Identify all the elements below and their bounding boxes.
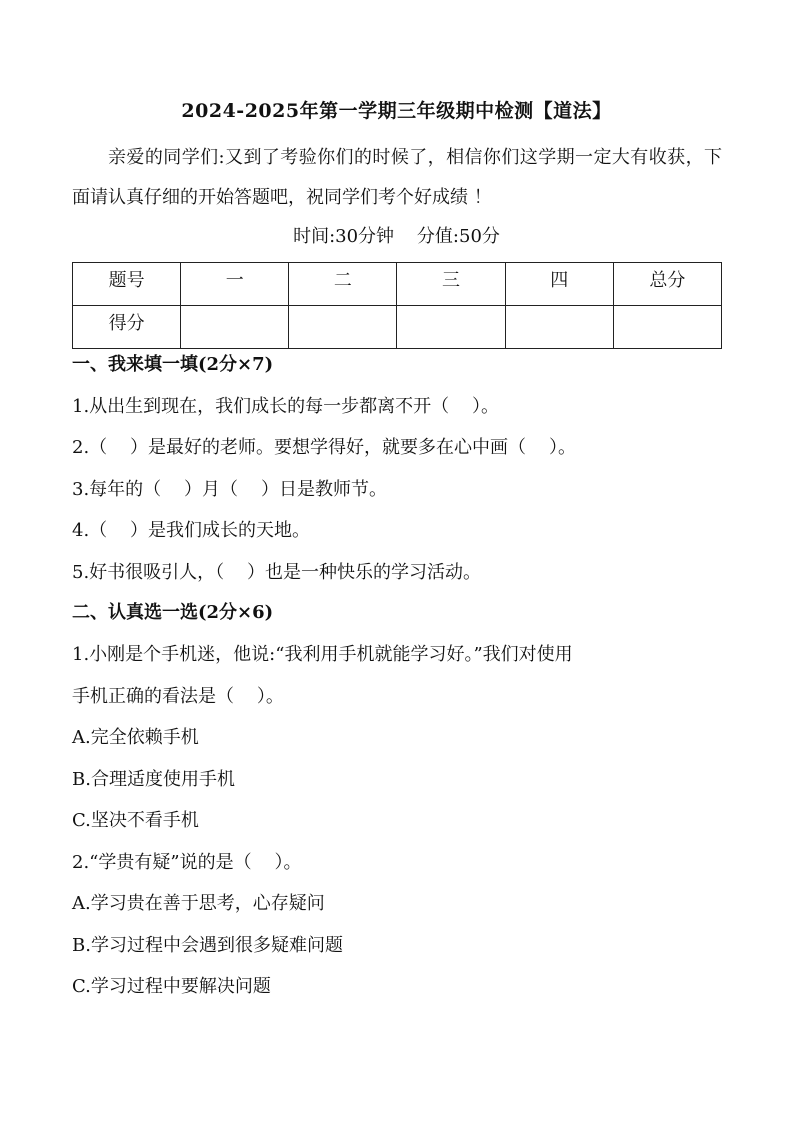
fill-question-5: 5.好书很吸引人，（ ）也是一种快乐的学习活动。 xyxy=(72,562,482,583)
section-1-heading: 一、我来填一填(2分×7) xyxy=(72,354,274,375)
choice-question-1-stem-line-2: 手机正确的看法是（ ）。 xyxy=(72,686,284,707)
score-table-score-row xyxy=(73,306,722,349)
fill-question-1: 1.从出生到现在，我们成长的每一步都离不开（ ）。 xyxy=(72,396,500,417)
score-cell-total[interactable] xyxy=(613,306,721,349)
exam-title: 2024-2025年第一学期三年级期中检测【道法】 xyxy=(181,100,612,122)
score-header-cell: 四 xyxy=(505,263,613,306)
score-header-cell: 二 xyxy=(289,263,397,306)
time-and-score-info: 时间:30分钟 分值:50分 xyxy=(293,226,500,247)
score-cell-3[interactable] xyxy=(397,306,505,349)
choice-question-2-option-c: C.学习过程中要解决问题 xyxy=(72,976,271,997)
score-header-cell: 题号 xyxy=(73,263,181,306)
score-table xyxy=(72,262,722,349)
fill-question-3: 3.每年的（ ）月（ ）日是教师节。 xyxy=(72,479,387,500)
choice-question-1-stem-line-1: 1.小刚是个手机迷，他说:“我利用手机就能学习好。”我们对使用 xyxy=(72,644,573,665)
fill-question-4: 4.（ ）是我们成长的天地。 xyxy=(72,520,311,541)
score-table-header-row xyxy=(73,263,722,306)
score-row-label: 得分 xyxy=(73,306,181,349)
choice-question-2-option-a: A.学习贵在善于思考，心存疑问 xyxy=(72,893,325,914)
fill-question-2: 2.（ ）是最好的老师。要想学得好，就要多在心中画（ ）。 xyxy=(72,437,576,458)
choice-question-2-option-b: B.学习过程中会遇到很多疑难问题 xyxy=(72,935,343,956)
choice-question-1-option-a: A.完全依赖手机 xyxy=(72,727,199,748)
score-header-cell: 三 xyxy=(397,263,505,306)
section-2-heading: 二、认真选一选(2分×6) xyxy=(72,602,274,623)
intro-paragraph: 亲爱的同学们:又到了考验你们的时候了，相信你们这学期一定大有收获，下面请认真仔细的开始答题吧，祝同学们考个好成绩 ！ xyxy=(72,147,722,208)
score-cell-2[interactable] xyxy=(289,306,397,349)
score-header-cell: 一 xyxy=(181,263,289,306)
score-cell-1[interactable] xyxy=(181,306,289,349)
choice-question-1-option-b: B.合理适度使用手机 xyxy=(72,769,235,790)
choice-question-1-option-c: C.坚决不看手机 xyxy=(72,810,199,831)
choice-question-2-stem: 2.“学贵有疑”说的是（ ）。 xyxy=(72,852,302,873)
score-cell-4[interactable] xyxy=(505,306,613,349)
score-header-cell: 总分 xyxy=(613,263,721,306)
